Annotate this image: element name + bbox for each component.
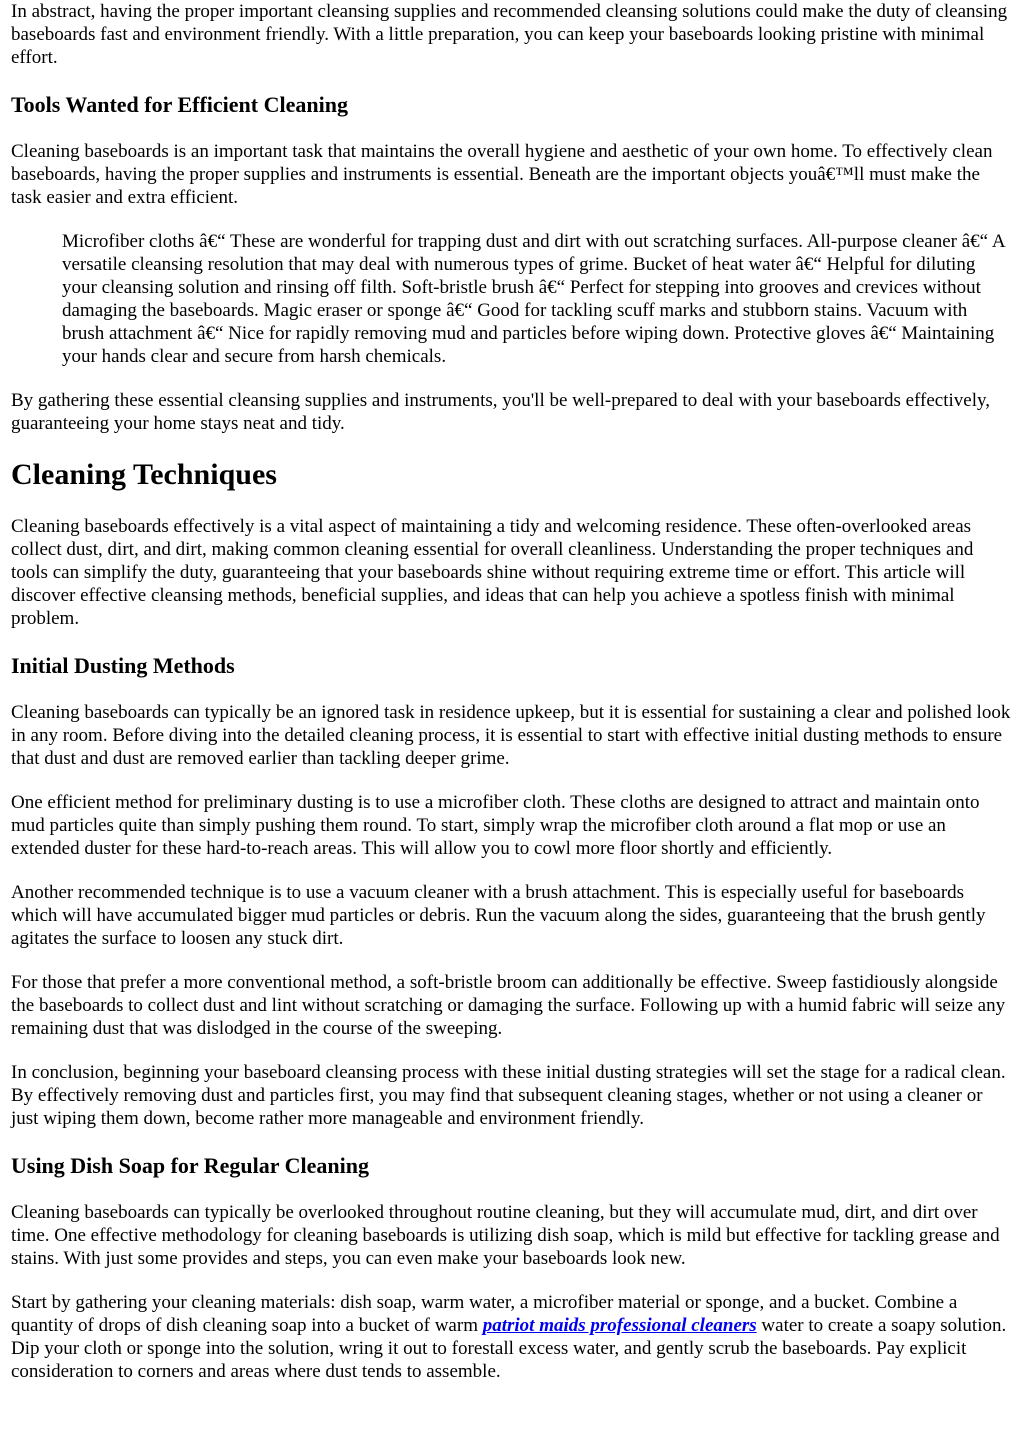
- steps-text-after: water to create a soapy solution. Dip your cloth or sponge into the solution, wring it out to forestall excess water, and gently scrub the baseboards. Pay explicit consideration to corners and areas where dust tends to assemble.: [11, 1315, 1007, 1382]
- steps-text-before: Start by gathering your cleaning materials: dish soap, warm water, a microfiber material or sponge, and a bucket. Combine a quantity of drops of dish cleaning soap into a bucket of warm: [11, 1292, 958, 1336]
- dusting-paragraph: Another recommended technique is to use a vacuum cleaner with a brush attachment. This is especially useful for baseboards which will have accumulated bigger mud particles or debris. Run the vacuum along the sides, guaranteeing that the brush gently agitates the surface to loosen any stuck dirt.: [11, 882, 986, 949]
- dish-soap-steps-paragraph: [11, 1291, 1013, 1383]
- tools-list-quote: Microfiber cloths â€“ These are wonderful for trapping dust and dirt with out scratching surfaces. All-purpose cleaner â€“ A versatile cleansing resolution that may deal with numerous types of grime. Bucket of heat water â€“ Helpful for diluting your cleansing solution and rinsing off filth. Soft-bristle brush â€“ Perfect for stepping into grooves and crevices without damaging the baseboards. Magic eraser or sponge â€“ Good for tackling scuff marks and stubborn stains. Vacuum with brush attachment â€“ Nice for rapidly removing mud and particles before wiping down. Protective gloves â€“ Maintaining your hands clear and secure from harsh chemicals.: [62, 231, 1005, 367]
- techniques-paragraph: Cleaning baseboards effectively is a vital aspect of maintaining a tidy and welcoming residence. These often-overlooked areas collect dust, dirt, and dirt, making common cleaning essential for overall cleanliness. Understanding the proper techniques and tools can simplify the duty, guaranteeing that your baseboards shine without requiring extreme time or effort. This article will discover effective cleansing methods, beneficial supplies, and ideas that can help you achieve a spotless finish with minimal problem.: [11, 516, 974, 629]
- tools-heading: Tools Wanted for Efficient Cleaning: [11, 92, 348, 117]
- dish-soap-heading: Using Dish Soap for Regular Cleaning: [11, 1153, 369, 1178]
- techniques-heading: Cleaning Techniques: [11, 458, 277, 491]
- dusting-paragraph: Cleaning baseboards can typically be an ignored task in residence upkeep, but it is essential for sustaining a clear and polished look in any room. Before diving into the detailed cleaning process, it is essential to start with effective initial dusting methods to ensure that dust and dust are removed earlier than tackling deeper grime.: [11, 702, 1011, 769]
- dusting-paragraph: For those that prefer a more conventional method, a soft-bristle broom can additionally be effective. Sweep fastidiously alongside the baseboards to collect dust and lint without scratching or damaging the surface. Following up with a humid fabric will seize any remaining dust that was dislodged in the course of the sweeping.: [11, 972, 1006, 1039]
- dish-soap-paragraph: Cleaning baseboards can typically be overlooked throughout routine cleaning, but they will accumulate mud, dirt, and dirt over time. One effective methodology for cleaning baseboards is utilizing dish soap, which is mild but effective for tackling grease and stains. With just some provides and steps, you can even make your baseboards look new.: [11, 1202, 1000, 1269]
- dusting-paragraph: One efficient method for preliminary dusting is to use a microfiber cloth. These cloths are designed to attract and maintain onto mud particles quite than simply pushing them round. To start, simply wrap the microfiber cloth around a flat mop or use an extended duster for these hard-to-reach areas. This will allow you to cowl more floor shortly and efficiently.: [11, 792, 980, 859]
- tools-closing-paragraph: By gathering these essential cleansing supplies and instruments, you'll be well-prepared to deal with your baseboards effectively, guaranteeing your home stays neat and tidy.: [11, 390, 991, 434]
- intro-paragraph: In abstract, having the proper important cleansing supplies and recommended cleansing solutions could make the duty of cleansing baseboards fast and environment friendly. With a little preparation, you can keep your baseboards looking pristine with minimal effort.: [11, 1, 1008, 68]
- tools-paragraph: Cleaning baseboards is an important task that maintains the overall hygiene and aesthetic of your own home. To effectively clean baseboards, having the proper supplies and instruments is essential. Beneath are the important objects youâ€™ll must make the task easier and extra efficient.: [11, 141, 993, 208]
- dusting-heading: Initial Dusting Methods: [11, 653, 235, 678]
- dusting-paragraph: In conclusion, beginning your baseboard cleansing process with these initial dusting strategies will set the stage for a radical clean. By effectively removing dust and particles first, you may find that subsequent cleaning stages, whether or not using a cleaner or just wiping them down, become rather more manageable and environment friendly.: [11, 1062, 1006, 1129]
- patriot-maids-link[interactable]: patriot maids professional cleaners: [482, 1315, 757, 1336]
